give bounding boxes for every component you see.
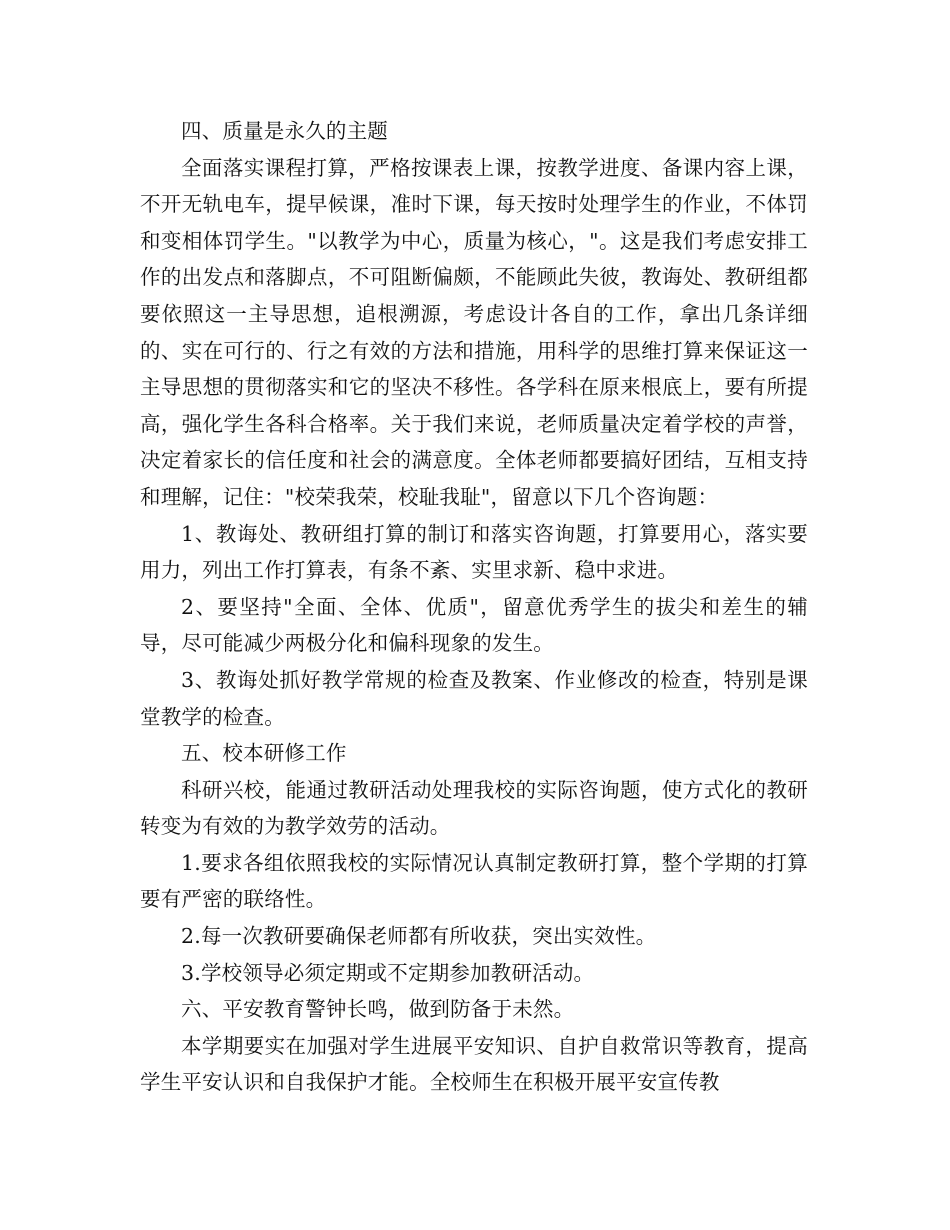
list-item-inspection: 3、教诲处抓好教学常规的检查及教案、作业修改的检查，特别是课堂教学的检查。 [140, 667, 808, 729]
document-body [140, 113, 808, 1101]
section-heading-research: 五、校本研修工作 [181, 741, 347, 766]
list-item-research-effect: 2.每一次教研要确保老师都有所收获，突出实效性。 [181, 924, 657, 949]
paragraph-quality-body: 全面落实课程打算，严格按课表上课，按教学进度、备课内容上课，不开无轨电车，提早候课，准时下课，每天按时处理学生的作业，不体罚和变相体罚学生。"以教学为中心，质量为核心，"。这是我们考虑安排工作的出发点和落脚点，不可阻断偏颇，不能顾此失彼，教诲处、教研组都要依照这一主导思想，追根溯源，考虑设计各自的工作，拿出几条详细的、实在可行的、行之有效的方法和措施，用科学的思维打算来保证这一主导思想的贯彻落实和它的坚决不移性。各学科在原来根底上，要有所提高，强化学生各科合格率。关于我们来说，老师质量决定着学校的声誉，决定着家长的信任度和社会的满意度。全体老师都要搞好团结，互相支持和理解，记住："校荣我荣，校耻我耻"，留意以下几个咨询题： [140, 155, 808, 509]
paragraph-safety-body: 本学期要实在加强对学生进展平安知识、自护自救常识等教育，提高学生平安认识和自我保护才能。全校师生在积极开展平安宣传教 [140, 1033, 808, 1095]
paragraph-research-body: 科研兴校，能通过教研活动处理我校的实际咨询题，使方式化的教研转变为有效的为教学效劳的活动。 [140, 777, 808, 839]
list-item-plan: 1、教诲处、教研组打算的制订和落实咨询题，打算要用心，落实要用力，列出工作打算表，有条不紊、实里求新、稳中求进。 [140, 521, 808, 583]
list-item-research-leaders: 3.学校领导必须定期或不定期参加教研活动。 [181, 960, 595, 985]
list-item-research-plan: 1.要求各组依照我校的实际情况认真制定教研打算，整个学期的打算要有严密的联络性。 [140, 850, 808, 912]
section-heading-quality: 四、质量是永久的主题 [181, 119, 388, 143]
section-heading-safety: 六、平安教育警钟长鸣，做到防备于未然。 [181, 997, 575, 1022]
list-item-comprehensive: 2、要坚持"全面、全体、优质"，留意优秀学生的拔尖和差生的辅导，尽可能减少两极分化和偏科现象的发生。 [140, 594, 808, 656]
